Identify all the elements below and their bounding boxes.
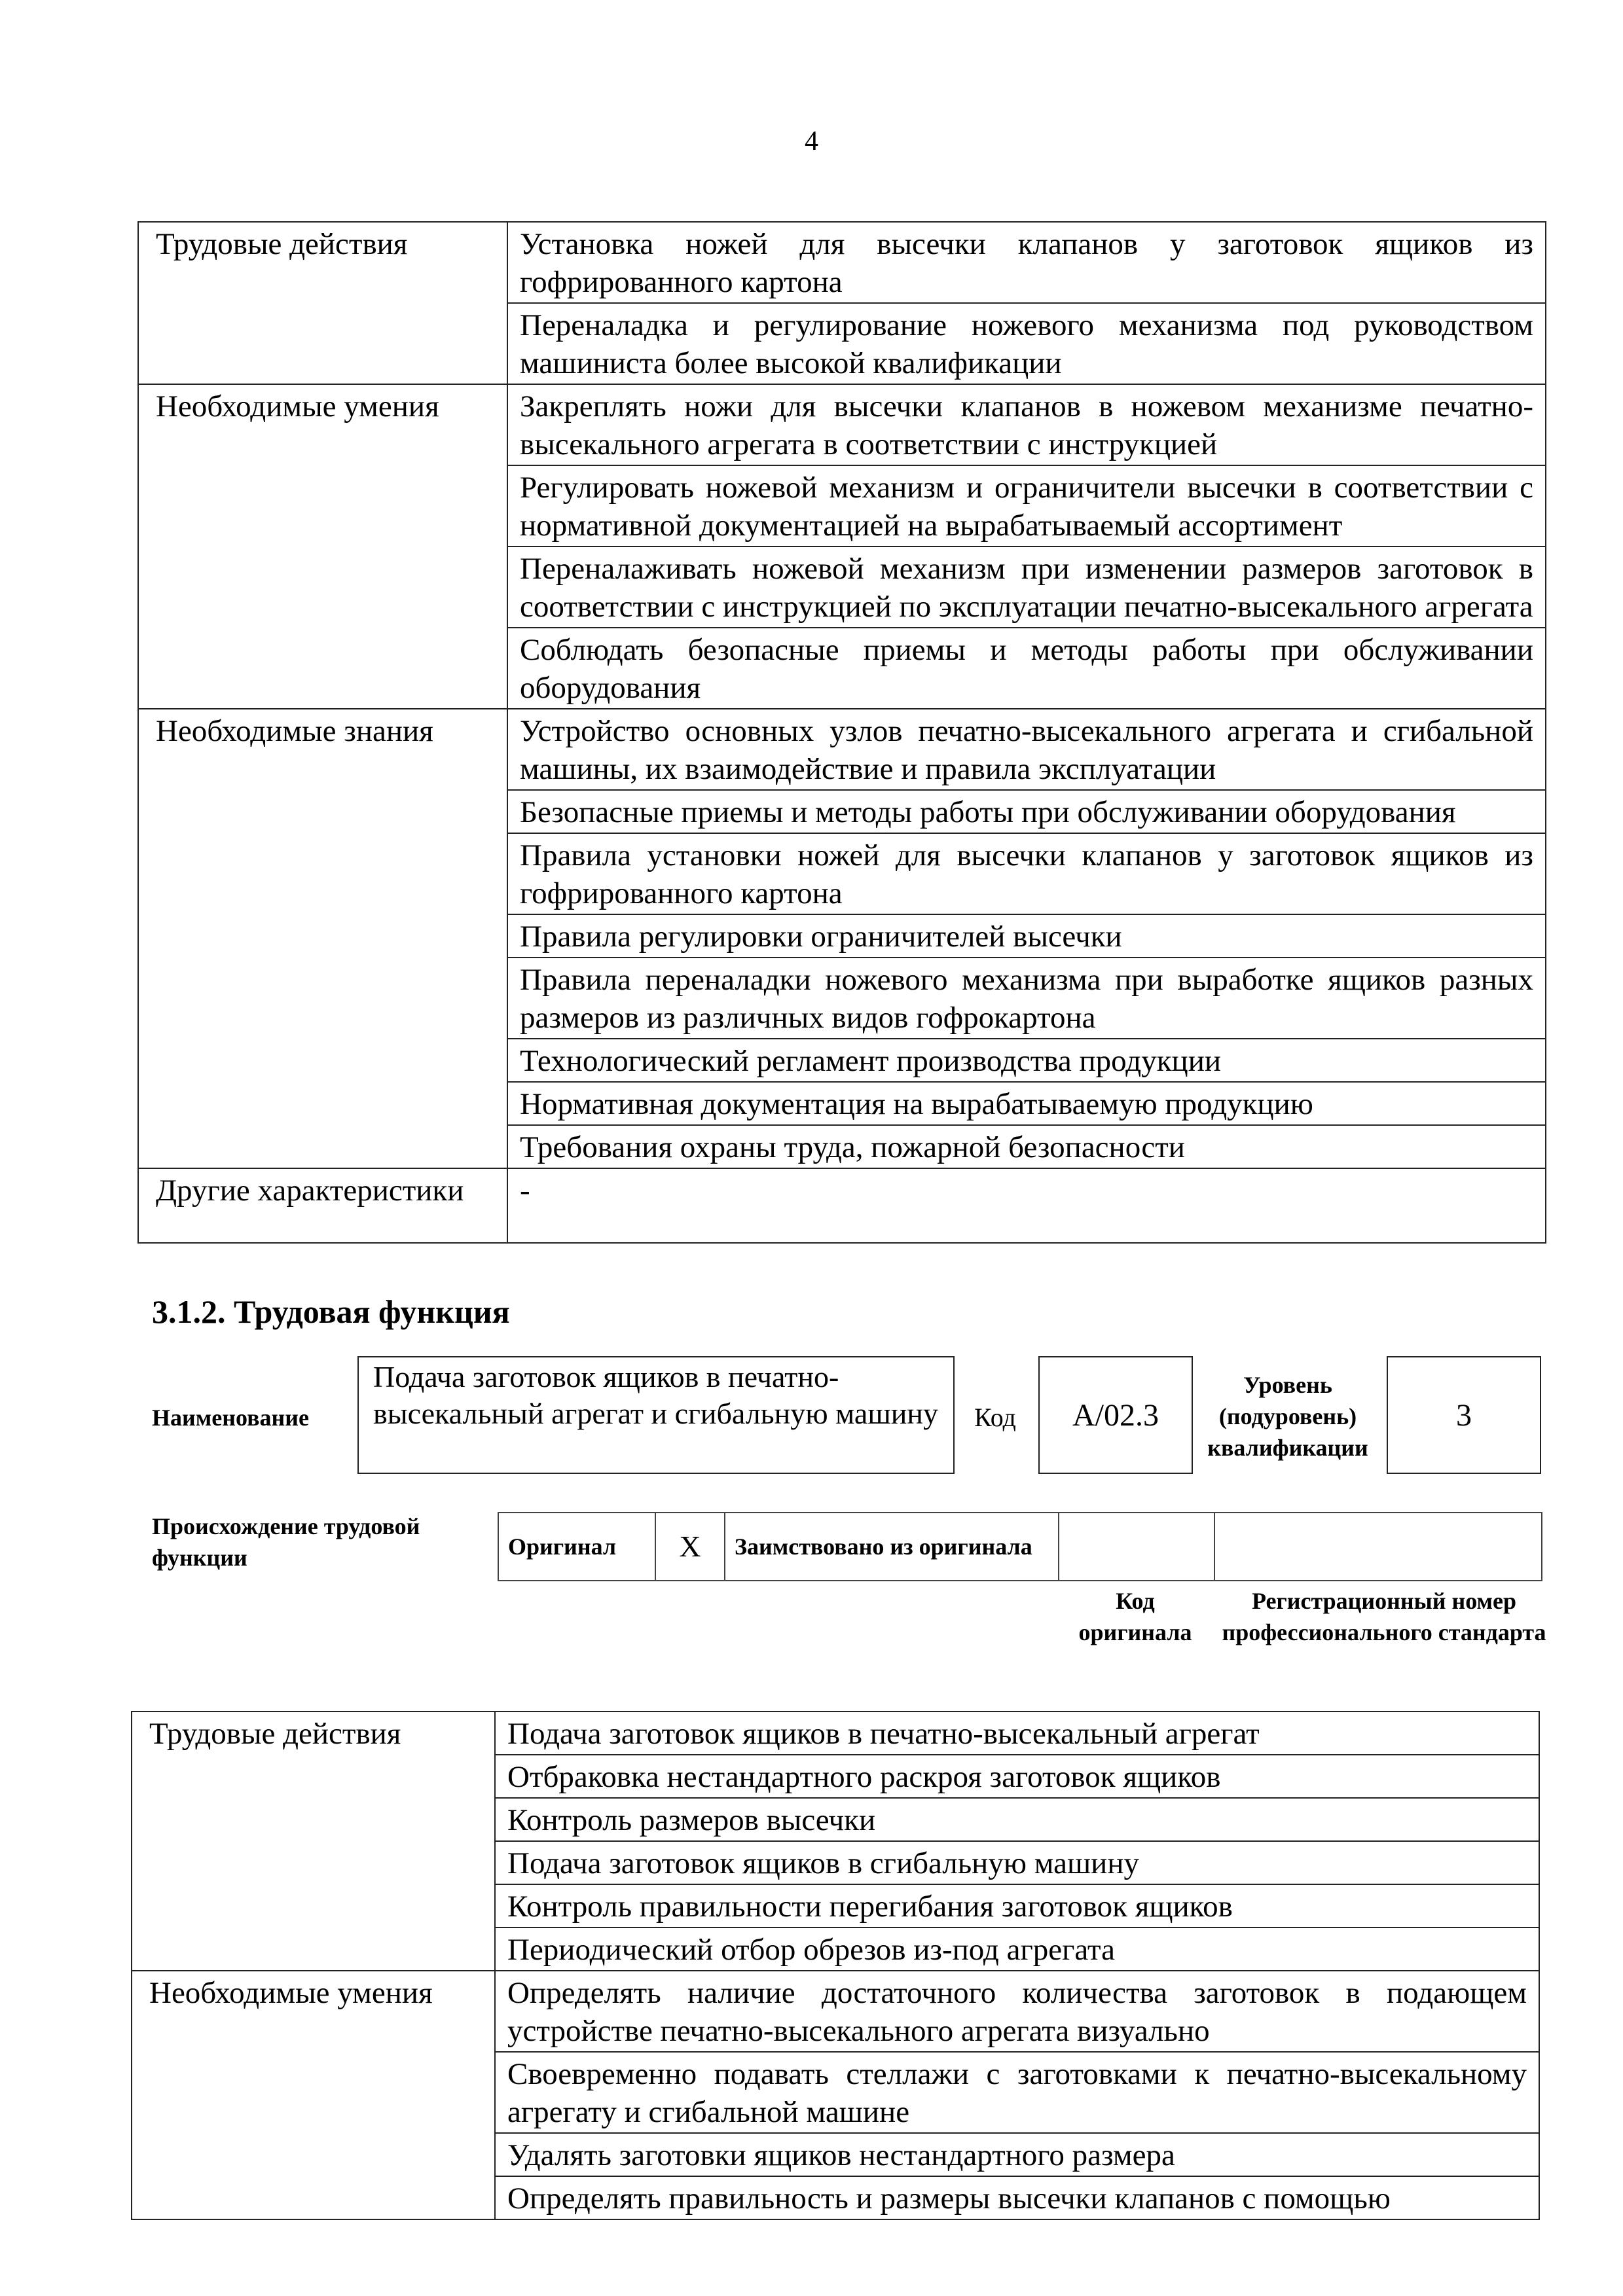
competency-table-bottom	[131, 1711, 1540, 2220]
row-item: Установка ножей для высечки клапанов у заготовок ящиков из гофрированного картона	[507, 222, 1546, 303]
row-item: Контроль правильности перегибания заготовок ящиков	[495, 1884, 1539, 1928]
row-item: Удалять заготовки ящиков нестандартного размера	[495, 2133, 1539, 2176]
row-item: Отбраковка нестандартного раскроя заготовок ящиков	[495, 1755, 1539, 1798]
row-item: Переналаживать ножевой механизм при изменении размеров заготовок в соответствии с инструкцией по эксплуатации печатно-высекального агрегата	[507, 547, 1546, 628]
name-label: Наименование	[152, 1405, 309, 1431]
function-code-box: А/02.3	[1038, 1356, 1193, 1474]
page-number: 4	[805, 126, 818, 156]
row-item: Подача заготовок ящиков в сгибальную машину	[495, 1841, 1539, 1884]
origin-reg-caption: Регистрационный номер профессионального стандарта	[1222, 1588, 1546, 1645]
qualification-level-label: Уровень (подуровень) квалификации	[1207, 1372, 1368, 1461]
origin-mark-cell: X	[655, 1513, 725, 1581]
qualification-level-box: 3	[1387, 1356, 1541, 1474]
code-label: Код	[974, 1403, 1016, 1432]
function-name-box: Подача заготовок ящиков в печатно-высекальный агрегат и сгибальную машину	[357, 1356, 955, 1474]
row-item: Подача заготовок ящиков в печатно-высекальный агрегат	[495, 1712, 1539, 1755]
origin-label: Происхождение трудовой функции	[152, 1513, 420, 1571]
competency-table-bottom-body	[132, 1712, 1539, 2219]
table-row	[138, 1168, 1546, 1243]
row-item: Безопасные приемы и методы работы при обслуживании оборудования	[507, 790, 1546, 833]
row-label: Трудовые действия	[132, 1712, 495, 1971]
row-item: Правила установки ножей для высечки клапанов у заготовок ящиков из гофрированного картона	[507, 833, 1546, 914]
table-row	[138, 222, 1546, 303]
competency-table-top-body	[138, 222, 1546, 1243]
table-row	[138, 709, 1546, 790]
origin-code-caption: Код оригинала	[1078, 1588, 1192, 1645]
origin-reg-number-cell	[1214, 1513, 1542, 1581]
origin-table	[498, 1512, 1542, 1581]
row-item: Устройство основных узлов печатно-высекального агрегата и сгибальной машины, их взаимодействие и правила эксплуатации	[507, 709, 1546, 790]
row-item: Правила регулировки ограничителей высечки	[507, 914, 1546, 958]
origin-original-cell: Оригинал	[498, 1513, 655, 1581]
row-item: Регулировать ножевой механизм и ограничители высечки в соответствии с нормативной документацией на вырабатываемый ассортимент	[507, 465, 1546, 547]
row-item: Контроль размеров высечки	[495, 1798, 1539, 1841]
table-row	[138, 384, 1546, 465]
competency-table-top	[137, 221, 1546, 1244]
section-heading: 3.1.2. Трудовая функция	[152, 1293, 510, 1330]
row-item: Соблюдать безопасные приемы и методы работы при обслуживании оборудования	[507, 628, 1546, 709]
origin-code-cell	[1059, 1513, 1214, 1581]
table-row	[132, 1971, 1539, 2052]
table-row	[132, 1712, 1539, 1755]
row-label: Необходимые умения	[132, 1971, 495, 2219]
row-item: Переналадка и регулирование ножевого механизма под руководством машиниста более высокой квалификации	[507, 303, 1546, 384]
origin-borrowed-cell: Заимствовано из оригинала	[725, 1513, 1059, 1581]
row-label: Другие характеристики	[138, 1168, 507, 1243]
row-label: Трудовые действия	[138, 222, 507, 384]
row-item: Требования охраны труда, пожарной безопасности	[507, 1125, 1546, 1168]
row-item: -	[507, 1168, 1546, 1243]
row-item: Закреплять ножи для высечки клапанов в ножевом механизме печатно-высекального агрегата в соответствии с инструкцией	[507, 384, 1546, 465]
row-label: Необходимые умения	[138, 384, 507, 709]
row-item: Нормативная документация на вырабатываемую продукцию	[507, 1082, 1546, 1125]
row-item: Периодический отбор обрезов из-под агрегата	[495, 1928, 1539, 1971]
row-label: Необходимые знания	[138, 709, 507, 1168]
row-item: Определять правильность и размеры высечки клапанов с помощью	[495, 2176, 1539, 2219]
row-item: Определять наличие достаточного количества заготовок в подающем устройстве печатно-высекального агрегата визуально	[495, 1971, 1539, 2052]
row-item: Правила переналадки ножевого механизма при выработке ящиков разных размеров из различных видов гофрокартона	[507, 958, 1546, 1039]
row-item: Технологический регламент производства продукции	[507, 1039, 1546, 1082]
row-item: Своевременно подавать стеллажи с заготовками к печатно-высекальному агрегату и сгибальной машине	[495, 2052, 1539, 2133]
